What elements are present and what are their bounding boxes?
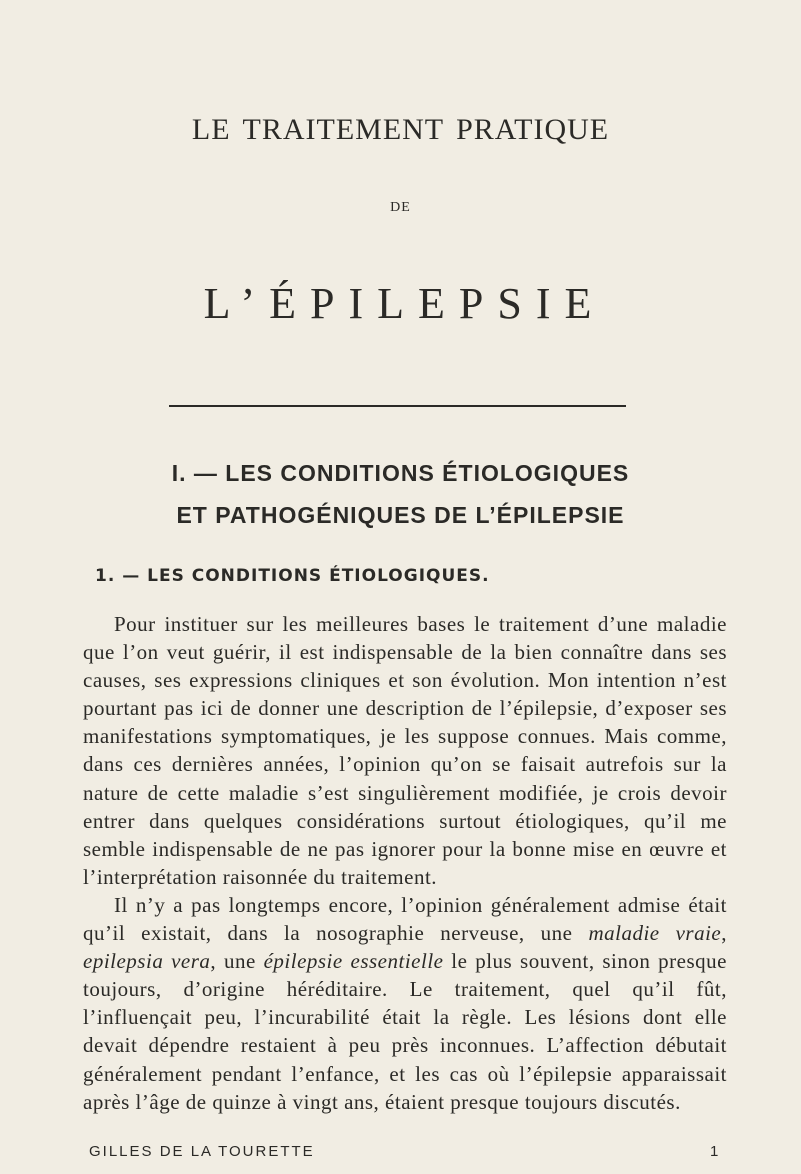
paragraph-2-part-a: Il n’y a pas longtemps encore, l’opinion généralement admise était qu’il existait, dans la nosographie nerveuse, une <box>83 892 727 946</box>
title-divider <box>169 405 626 407</box>
body-text <box>83 610 727 1116</box>
book-title-main: L’ÉPILEPSIE <box>203 279 606 328</box>
page-number: 1 <box>710 1143 719 1160</box>
paragraph-2-part-c: , une <box>210 949 264 974</box>
paragraph-2 <box>83 891 727 1116</box>
paragraph-1: Pour instituer sur les meilleures bases le traitement d’une maladie que l’on veut guérir, il est indispensable de la bien connaître dans ses causes, ses expressions cliniques et son évolution. Mon intention n’est pourtant pas ici de donner une description de l’épilepsie, d’exposer ses manifestations symptomatiques, je les suppose connues. Mais comme, dans ces dernières années, l’opinion qu’on se faisait autrefois sur la nature de cette maladie s’est singulièrement modifiée, je crois devoir entrer dans quelques considérations surtout étiologiques, qu’il me semble indispensable de ne pas ignorer pour la bonne mise en œuvre et l’interprétation raisonnée du traitement. <box>83 612 727 889</box>
paragraph-2-part-d: le plus souvent, sinon presque toujours, d’origine héréditaire. Le traitement, quel qu’il fût, l’influençait peu, l’incurabilité était la règle. Les lésions dont elle devait dépendre restaient à peu près inconnues. L’affection débutait généralement pendant l’enfance, et les cas où l’épilepsie apparaissait après l’âge de quinze à vingt ans, étaient presque toujours discutés. <box>83 949 727 1114</box>
italic-maladie-vraie: maladie vraie <box>588 921 722 946</box>
section-heading-line2: ET PATHOGÉNIQUES DE L’ÉPILEPSIE <box>176 502 625 528</box>
subsection-heading: 1. — LES CONDITIONS ÉTIOLOGIQUES. <box>95 566 490 586</box>
footer-author: GILLES DE LA TOURETTE <box>89 1143 315 1160</box>
book-title-de: DE <box>390 200 411 215</box>
italic-epilepsia-vera: epilepsia vera <box>83 949 211 974</box>
italic-epilepsie-essentielle: épilepsie essentielle <box>263 949 444 974</box>
paragraph-2-part-b: , <box>721 921 727 946</box>
book-title-top: LE TRAITEMENT PRATIQUE <box>191 113 610 146</box>
section-heading-line1: I. — LES CONDITIONS ÉTIOLOGIQUES <box>171 460 630 486</box>
